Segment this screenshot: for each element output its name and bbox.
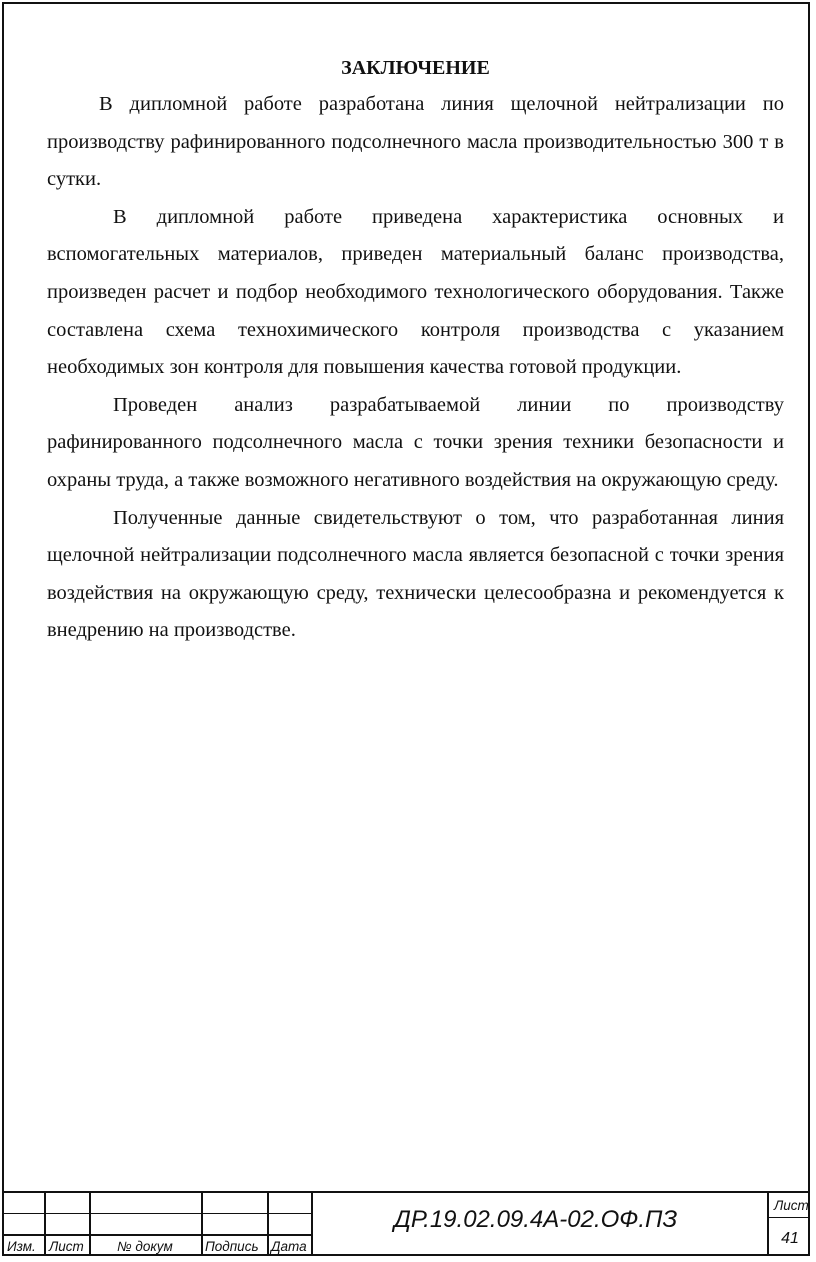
title-block-row-line: [2, 1213, 311, 1214]
column-label-change: Изм.: [7, 1239, 36, 1254]
title-block-divider: [201, 1193, 203, 1256]
title-block-row-line: [767, 1217, 810, 1218]
title-block-divider: [267, 1193, 269, 1256]
document-number: ДР.19.02.09.4А-02.ОФ.ПЗ: [394, 1206, 678, 1233]
title-block-divider: [311, 1193, 313, 1256]
title-block-row-line: [2, 1234, 311, 1236]
title-block-divider: [767, 1193, 769, 1256]
column-label-doc-number: № докум: [117, 1239, 173, 1254]
column-label-signature: Подпись: [205, 1239, 259, 1254]
document-body: [47, 52, 784, 650]
title-block: [2, 1191, 810, 1256]
title-block-divider: [44, 1193, 46, 1256]
title-block-divider: [89, 1193, 91, 1256]
paragraph-1: В дипломной работе разработана линия щелочной нейтрализации по производству рафинированного подсолнечного масла производительностью 300 т в сутки.: [47, 93, 784, 191]
column-label-date: Дата: [271, 1239, 307, 1254]
page-title: ЗАКЛЮЧЕНИЕ: [341, 57, 490, 79]
sheet-label: Лист: [774, 1198, 809, 1213]
paragraph-2: В дипломной работе приведена характеристика основных и вспомогательных материалов, приведен материальный баланс производства, произведен расчет и подбор необходимого технологического оборудования. Также составлена схема технохимического контроля производства с указанием необходимых зон контроля для повышения качества готовой продукции.: [47, 205, 784, 379]
sheet-number: 41: [781, 1230, 799, 1247]
column-label-sheet: Лист: [49, 1239, 84, 1254]
paragraph-3: Проведен анализ разрабатываемой линии по производству рафинированного подсолнечного масла с точки зрения техники безопасности и охраны труда, а также возможного негативного воздействия на окружающую среду.: [47, 393, 784, 491]
paragraph-4: Полученные данные свидетельствуют о том, что разработанная линия щелочной нейтрализации подсолнечного масла является безопасной с точки зрения воздействия на окружающую среду, технически целесообразна и рекомендуется к внедрению на производстве.: [47, 506, 784, 642]
